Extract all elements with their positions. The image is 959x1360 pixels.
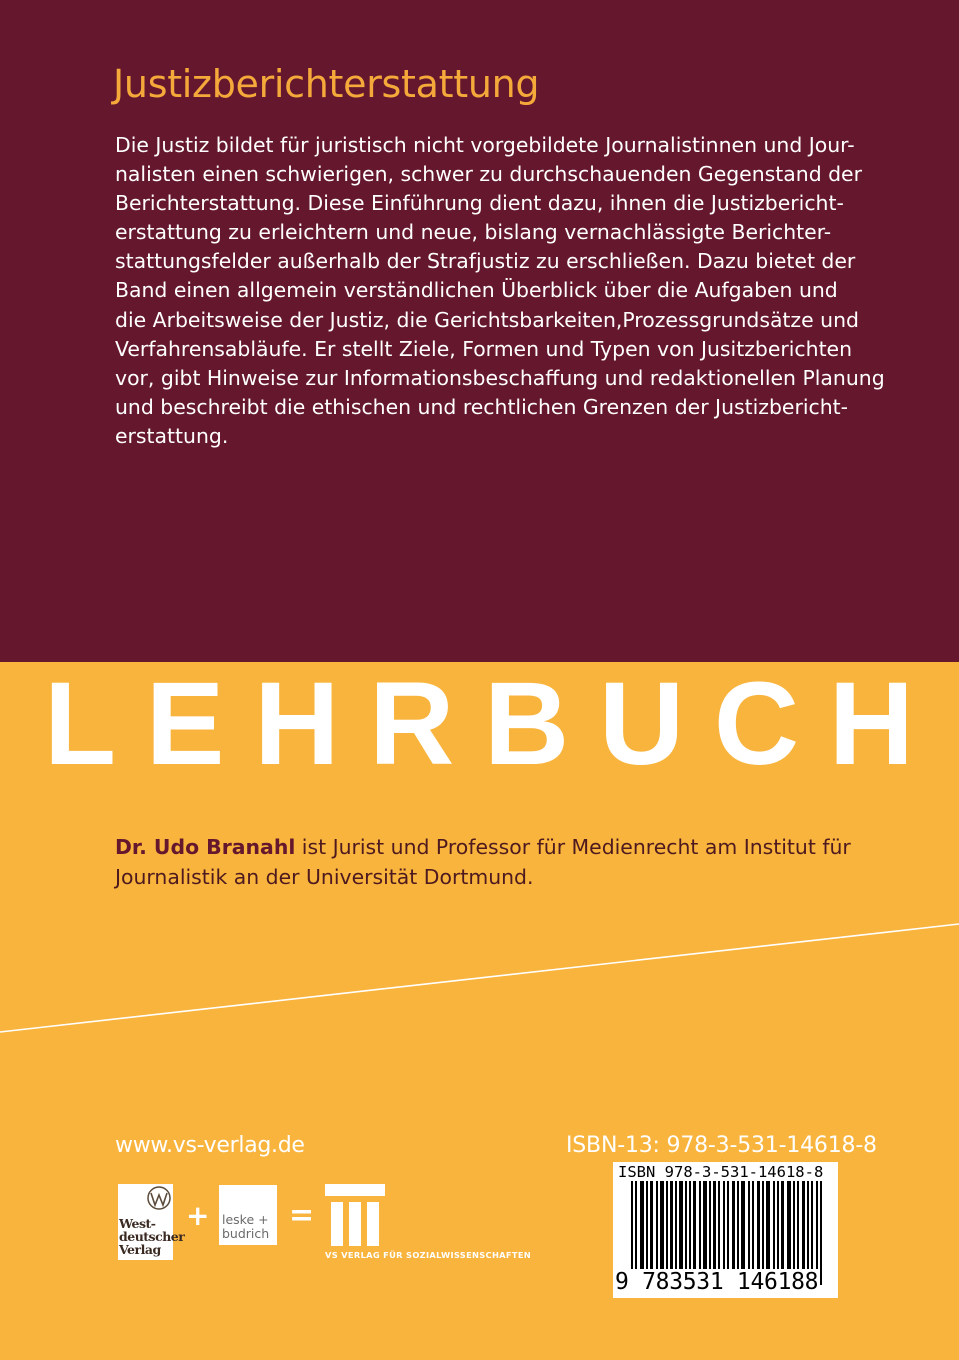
plus-sign: + <box>186 1199 210 1232</box>
blurb-line: erstattung zu erleichtern und neue, bislang vernachlässigte Berichter- <box>115 220 832 245</box>
blurb-line: Berichterstattung. Diese Einführung dient dazu, ihnen die Justizbericht- <box>115 191 844 216</box>
diagonal-rule <box>0 920 959 1120</box>
blurb-line: stattungsfelder außerhalb der Strafjustiz zu erschließen. Dazu bietet der <box>115 249 856 274</box>
blurb-line: vor, gibt Hinweise zur Informationsbeschaffung und redaktionellen Planung <box>115 365 885 390</box>
book-title: Justizberichterstattung <box>113 62 540 106</box>
blurb-line: Band einen allgemein verständlichen Überblick über die Aufgaben und <box>115 278 838 303</box>
author-name: Dr. Udo Branahl <box>115 835 296 859</box>
leske-budrich-text: leske + budrich <box>222 1212 270 1241</box>
blurb-line: und beschreibt die ethischen und rechtlichen Grenzen der Justizbericht- <box>115 394 849 419</box>
lehrbuch-text: LEHRBUCH <box>44 667 914 767</box>
lehrbuch-banner <box>0 667 959 767</box>
westdeutscher-verlag-logo <box>118 1184 185 1260</box>
equals-sign: = <box>289 1198 315 1233</box>
barcode-digits: 9 783531 146188 <box>615 1269 819 1295</box>
westdeutscher-text: West- deutscher Verlag <box>119 1216 185 1257</box>
author-bio-line1: ist Jurist und Professor für Medienrecht am Institut für <box>295 835 851 859</box>
blurb-line: nalisten einen schwierigen, schwer zu durchschauenden Gegenstand der <box>115 162 862 187</box>
publisher-website: www.vs-verlag.de <box>115 1133 305 1158</box>
isbn-barcode <box>613 1162 838 1298</box>
leske-budrich-logo <box>219 1185 277 1245</box>
barcode-isbn-text: ISBN 978-3-531-14618-8 <box>618 1163 824 1181</box>
vs-verlag-name: VS VERLAG FÜR SOZIALWISSENSCHAFTEN <box>325 1250 532 1260</box>
blurb-text <box>115 131 895 451</box>
vs-verlag-logo-icon <box>325 1184 385 1246</box>
blurb-line: Die Justiz bildet für juristisch nicht vorgebildete Journalistinnen und Jour- <box>115 133 855 157</box>
westdeutscher-mark-icon <box>146 1185 172 1215</box>
author-bio-line2: Journalistik an der Universität Dortmund. <box>115 864 534 889</box>
isbn-label: ISBN-13: 978-3-531-14618-8 <box>566 1133 877 1158</box>
blurb-line: die Arbeitsweise der Justiz, die Gerichtsbarkeiten,Prozessgrundsätze und <box>115 307 859 332</box>
author-bio <box>115 833 905 892</box>
blurb-line: Verfahrensabläufe. Er stellt Ziele, Formen und Typen von Jusitzberichten <box>115 336 853 361</box>
blurb-line: erstattung. <box>115 423 229 448</box>
